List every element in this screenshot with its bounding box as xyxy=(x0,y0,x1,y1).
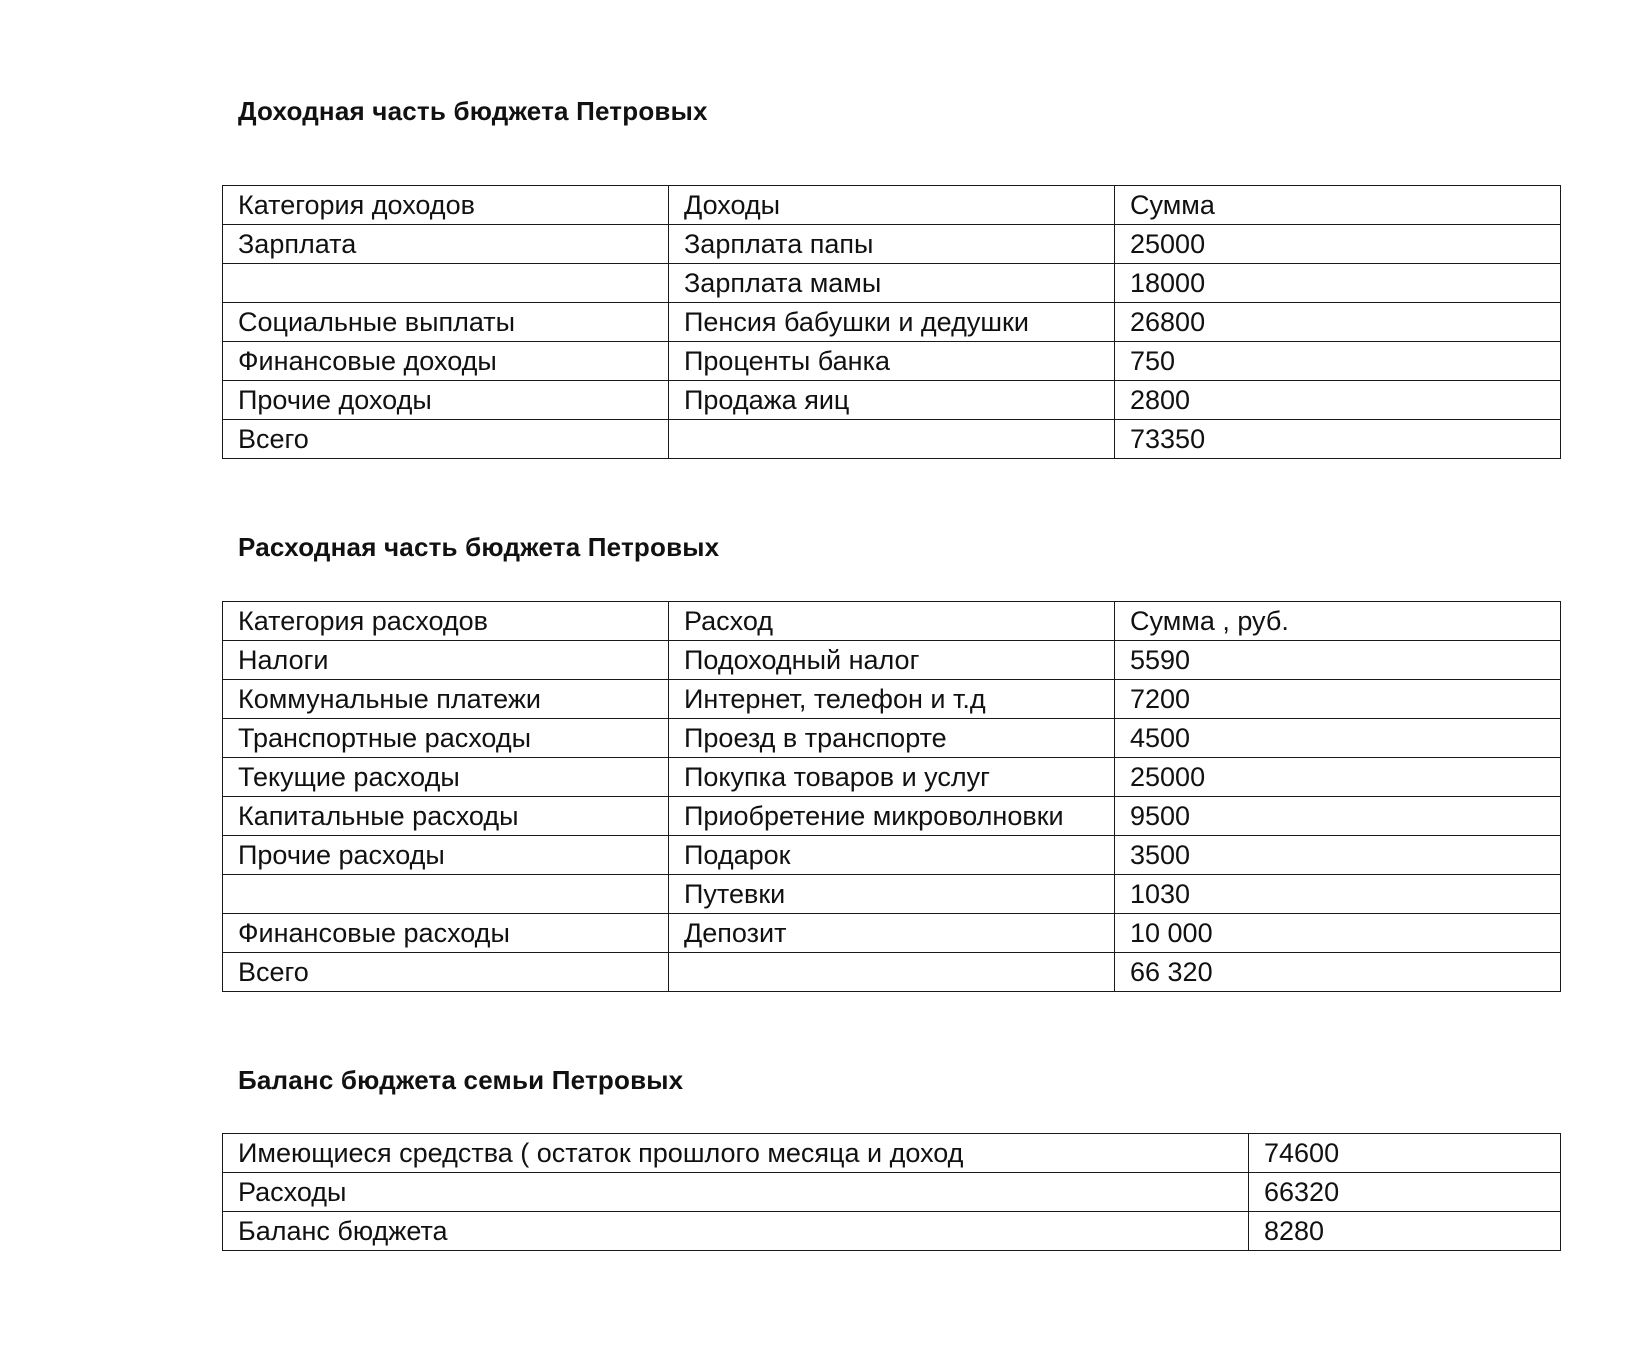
table-row xyxy=(223,225,1561,264)
amount-cell: 7200 xyxy=(1115,680,1561,719)
balance-label-cell: Баланс бюджета xyxy=(223,1212,1249,1251)
category-cell: Финансовые расходы xyxy=(223,914,669,953)
table-row xyxy=(223,303,1561,342)
item-cell: Приобретение микроволновки xyxy=(669,797,1115,836)
amount-cell: 18000 xyxy=(1115,264,1561,303)
item-cell: Проценты банка xyxy=(669,342,1115,381)
amount-cell: 10 000 xyxy=(1115,914,1561,953)
amount-cell: 2800 xyxy=(1115,381,1561,420)
category-cell: Всего xyxy=(223,953,669,992)
table-row xyxy=(223,797,1561,836)
category-cell: Текущие расходы xyxy=(223,758,669,797)
amount-cell: 1030 xyxy=(1115,875,1561,914)
item-cell xyxy=(669,953,1115,992)
category-cell xyxy=(223,264,669,303)
table-row xyxy=(223,264,1561,303)
item-cell xyxy=(669,420,1115,459)
amount-cell: 66 320 xyxy=(1115,953,1561,992)
item-cell: Подоходный налог xyxy=(669,641,1115,680)
category-cell xyxy=(223,875,669,914)
category-cell: Прочие расходы xyxy=(223,836,669,875)
table-row xyxy=(223,1134,1561,1173)
category-cell: Капитальные расходы xyxy=(223,797,669,836)
item-cell: Проезд в транспорте xyxy=(669,719,1115,758)
header-cell: Сумма , руб. xyxy=(1115,602,1561,641)
header-cell: Доходы xyxy=(669,186,1115,225)
amount-cell: 74600 xyxy=(1249,1134,1561,1173)
category-cell: Всего xyxy=(223,420,669,459)
category-cell: Социальные выплаты xyxy=(223,303,669,342)
expenses-section-title: Расходная часть бюджета Петровых xyxy=(238,532,720,562)
item-cell: Зарплата мамы xyxy=(669,264,1115,303)
expenses-table xyxy=(222,601,1561,992)
income-table xyxy=(222,185,1561,459)
amount-cell: 8280 xyxy=(1249,1212,1561,1251)
table-row xyxy=(223,680,1561,719)
amount-cell: 9500 xyxy=(1115,797,1561,836)
category-cell: Зарплата xyxy=(223,225,669,264)
table-row xyxy=(223,1173,1561,1212)
table-row xyxy=(223,641,1561,680)
amount-cell: 3500 xyxy=(1115,836,1561,875)
item-cell: Продажа яиц xyxy=(669,381,1115,420)
header-cell: Сумма xyxy=(1115,186,1561,225)
table-row xyxy=(223,342,1561,381)
amount-cell: 25000 xyxy=(1115,758,1561,797)
amount-cell: 73350 xyxy=(1115,420,1561,459)
table-header-row xyxy=(223,602,1561,641)
balance-table xyxy=(222,1133,1561,1251)
item-cell: Покупка товаров и услуг xyxy=(669,758,1115,797)
header-cell: Категория доходов xyxy=(223,186,669,225)
amount-cell: 4500 xyxy=(1115,719,1561,758)
item-cell: Путевки xyxy=(669,875,1115,914)
balance-label-cell: Имеющиеся средства ( остаток прошлого месяца и доход xyxy=(223,1134,1249,1173)
table-header-row xyxy=(223,186,1561,225)
amount-cell: 66320 xyxy=(1249,1173,1561,1212)
table-total-row xyxy=(223,420,1561,459)
table-row xyxy=(223,914,1561,953)
table-total-row xyxy=(223,1212,1561,1251)
item-cell: Зарплата папы xyxy=(669,225,1115,264)
balance-section-title: Баланс бюджета семьи Петровых xyxy=(238,1065,684,1095)
category-cell: Финансовые доходы xyxy=(223,342,669,381)
category-cell: Транспортные расходы xyxy=(223,719,669,758)
category-cell: Налоги xyxy=(223,641,669,680)
table-row xyxy=(223,381,1561,420)
table-row xyxy=(223,719,1561,758)
table-row xyxy=(223,758,1561,797)
table-row xyxy=(223,836,1561,875)
item-cell: Подарок xyxy=(669,836,1115,875)
item-cell: Пенсия бабушки и дедушки xyxy=(669,303,1115,342)
header-cell: Расход xyxy=(669,602,1115,641)
amount-cell: 5590 xyxy=(1115,641,1561,680)
income-section-title: Доходная часть бюджета Петровых xyxy=(238,96,708,126)
table-row xyxy=(223,875,1561,914)
amount-cell: 25000 xyxy=(1115,225,1561,264)
category-cell: Прочие доходы xyxy=(223,381,669,420)
category-cell: Коммунальные платежи xyxy=(223,680,669,719)
amount-cell: 750 xyxy=(1115,342,1561,381)
amount-cell: 26800 xyxy=(1115,303,1561,342)
item-cell: Депозит xyxy=(669,914,1115,953)
table-total-row xyxy=(223,953,1561,992)
balance-label-cell: Расходы xyxy=(223,1173,1249,1212)
header-cell: Категория расходов xyxy=(223,602,669,641)
item-cell: Интернет, телефон и т.д xyxy=(669,680,1115,719)
